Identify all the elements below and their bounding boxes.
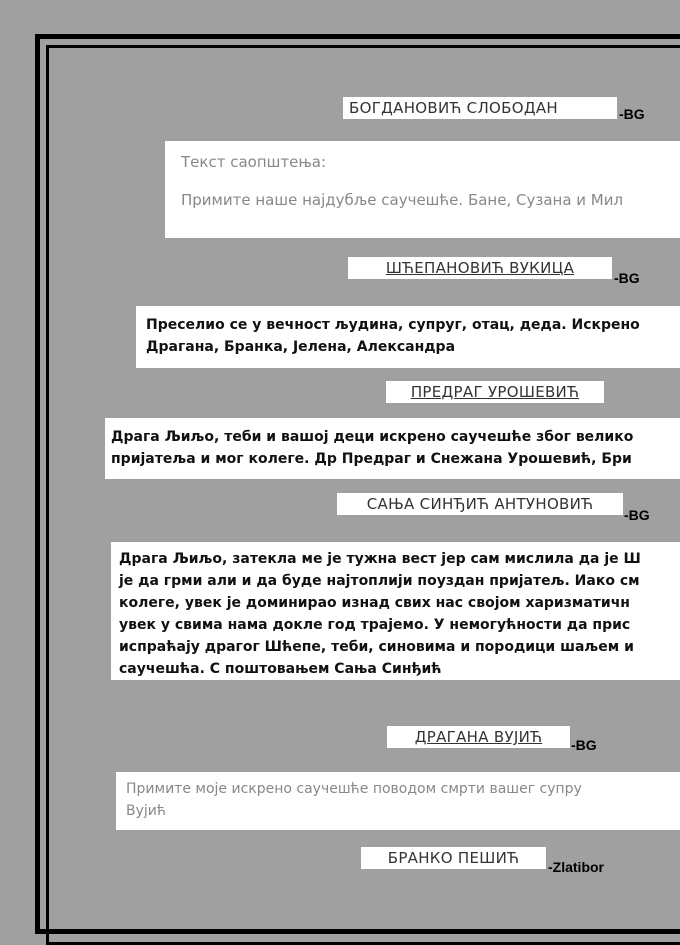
- message-line: Драга Љиљо, затекла ме је тужна вест јер сам мислила да је Ш: [119, 551, 641, 567]
- message-line: Вујић: [126, 803, 167, 819]
- condolence-name: ПРЕДРАГ УРОШЕВИЋ: [386, 381, 604, 403]
- condolence-message: [165, 141, 680, 238]
- message-line: је да грми али и да буде најтоплији поуздан пријатељ. Иако см: [119, 573, 640, 589]
- location-label: -BG: [624, 507, 650, 523]
- message-line: саучешћа. С поштовањем Сања Синђић: [119, 661, 442, 677]
- condolence-message: [136, 306, 680, 368]
- condolence-name: ДРАГАНА ВУЈИЋ: [387, 726, 570, 748]
- condolence-name: ШЋЕПАНОВИЋ ВУКИЦА: [348, 257, 612, 279]
- message-line: Примите наше најдубље саучешће. Бане, Сузана и Мил: [181, 191, 624, 209]
- message-line: Преселио се у вечност људина, супруг, отац, деда. Искрено: [146, 317, 640, 333]
- message-line: колеге, увек је доминирао изнад свих нас својом харизматичн: [119, 595, 630, 611]
- message-line: Примите моје искрено саучешће поводом смрти вашег супру: [126, 781, 582, 797]
- condolence-message: [111, 542, 680, 680]
- message-line: Драга Љиљо, теби и вашој деци искрено саучешће због велико: [111, 429, 634, 445]
- message-line: испраћају драгог Шћепе, теби, синовима и породици шаљем и: [119, 639, 634, 655]
- message-line: пријатеља и мог колеге. Др Предраг и Снежана Урошевић, Бри: [111, 451, 632, 467]
- location-label: -Zlatibor: [548, 859, 604, 875]
- location-label: -BG: [614, 270, 640, 286]
- message-line: увек у свима нама докле год трајемо. У немогућности да прис: [119, 617, 631, 633]
- condolence-name: БОГДАНОВИЋ СЛОБОДАН: [343, 97, 617, 119]
- condolence-message: [105, 418, 680, 479]
- message-line: Драгана, Бранка, Јелена, Александра: [146, 339, 456, 355]
- condolence-name: САЊА СИНЂИЋ АНТУНОВИЋ: [337, 493, 623, 515]
- message-heading: Текст саопштења:: [181, 153, 327, 171]
- condolence-message: [116, 772, 680, 830]
- location-label: -BG: [619, 106, 645, 122]
- condolence-name: БРАНКО ПЕШИЋ: [361, 847, 546, 869]
- location-label: -BG: [571, 737, 597, 753]
